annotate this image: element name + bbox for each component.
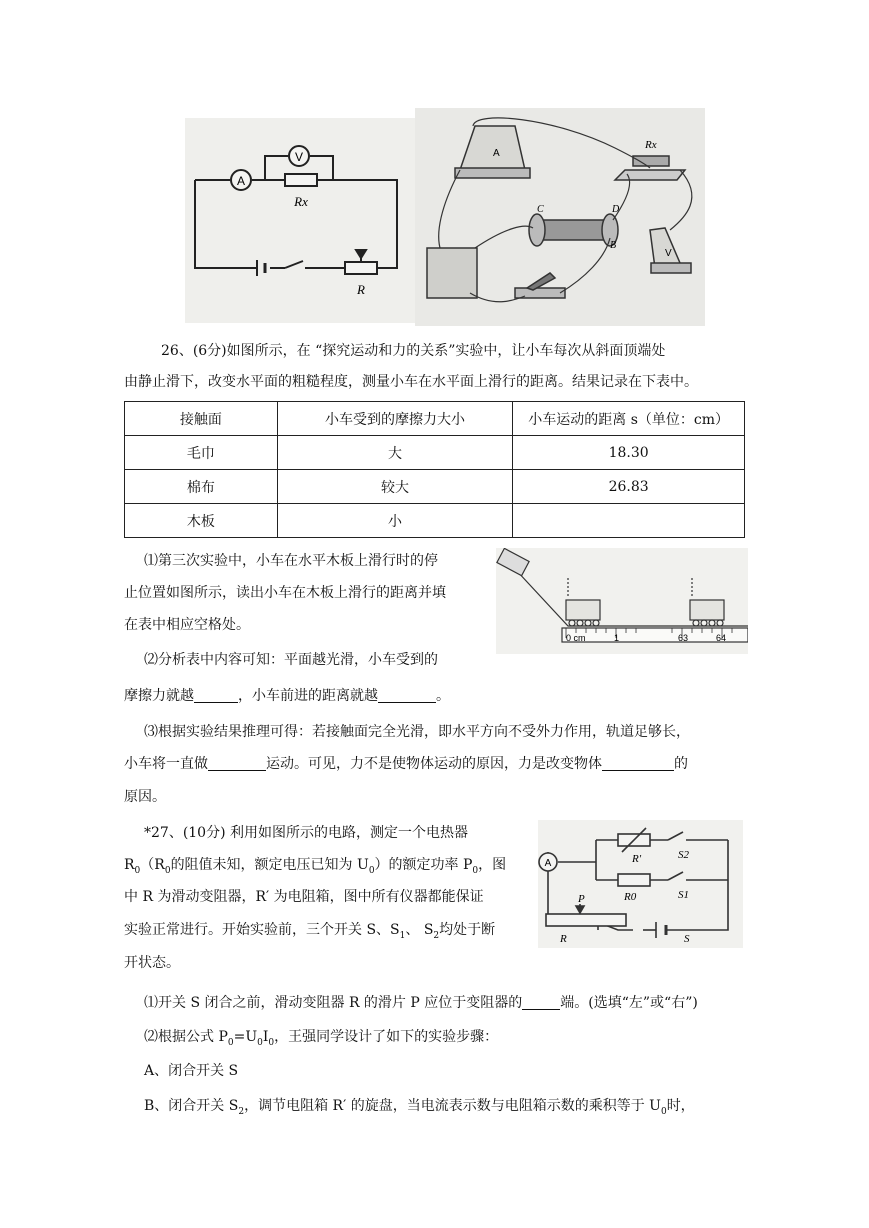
subscript: 0 — [368, 865, 375, 876]
ammeter-2-label: A — [544, 858, 552, 869]
photo-voltmeter-label: V — [665, 248, 672, 259]
table-cell: 毛巾 — [125, 436, 278, 470]
q26-p3-text-c: 的 — [674, 756, 688, 772]
subscript: 1 — [399, 930, 406, 941]
q26-p3-line-3: 原因。 — [124, 789, 166, 805]
q27-text: 的阻值未知，额定电压已知为 U — [170, 857, 369, 873]
subscript: 2 — [238, 1106, 245, 1117]
circuit-figure-2 — [538, 820, 743, 948]
q27-text: 端。(选填“左”或“右”) — [560, 995, 698, 1011]
photo-b-label: B — [610, 240, 617, 251]
q26-p3-line-2 — [124, 754, 688, 774]
q27-text: （R — [140, 857, 165, 873]
rx-label: Rx — [294, 194, 308, 209]
table-cell: 木板 — [125, 504, 278, 538]
q27-p1 — [144, 993, 698, 1013]
q27-text: R — [124, 857, 135, 873]
table-cell: 26.83 — [513, 470, 745, 504]
table-cell: 较大 — [277, 470, 513, 504]
answer-blank[interactable] — [522, 995, 560, 1010]
subscript: 0 — [134, 865, 141, 876]
q27-text: ⑵根据公式 P — [144, 1029, 228, 1045]
apparatus-photo-figure — [415, 108, 705, 326]
q26-p2-text-c: 。 — [436, 688, 450, 704]
results-table — [124, 401, 745, 538]
table-header-cell: 小车运动的距离 s（单位：cm） — [513, 402, 745, 436]
q27-line-1: *27、(10分) 利用如图所示的电路，测定一个电热器 — [144, 825, 469, 841]
table-cell: 18.30 — [513, 436, 745, 470]
q27-text: ，调节电阻箱 R′ 的旋盘，当电流表示数与电阻箱示数的乘积等于 U — [244, 1098, 661, 1114]
subscript: 0 — [268, 1037, 275, 1048]
q27-text: ⑴开关 S 闭合之前，滑动变阻器 R 的滑片 P 应位于变阻器的 — [144, 995, 523, 1011]
s-label: S — [684, 933, 690, 945]
q27-text: 均处于断 — [439, 922, 496, 938]
q27-text: B、闭合开关 S — [144, 1098, 239, 1114]
q27-text: 、 S — [405, 922, 434, 938]
s1-label: S1 — [678, 889, 689, 901]
subscript: 0 — [257, 1037, 263, 1048]
q27-p2 — [144, 1027, 498, 1053]
table-row — [125, 504, 745, 538]
table-cell: 小 — [277, 504, 513, 538]
q26-line-1: 26、(6分)如图所示，在 “探究运动和力的关系”实验中，让小车每次从斜面顶端处 — [161, 343, 666, 359]
q26-p2-text-b: ，小车前进的距离就越 — [238, 688, 378, 704]
table-row — [125, 436, 745, 470]
ruler-drawing — [496, 548, 748, 654]
q27-text: ，王强同学设计了如下的实验步骤： — [274, 1029, 499, 1045]
r0-label: R0 — [624, 891, 637, 903]
r-2-label: R — [560, 933, 567, 945]
answer-blank[interactable] — [194, 688, 238, 703]
ammeter-label: A — [236, 174, 246, 188]
q26-p1-line-2: 止位置如图所示，读出小车在木板上滑行的距离并填 — [124, 585, 446, 601]
q27-line-3: 中 R 为滑动变阻器，R′ 为电阻箱，图中所有仪器都能保证 — [124, 889, 484, 905]
q27-text: 实验正常进行。开始实验前，三个开关 S、S — [124, 922, 400, 938]
photo-rx-label: Rx — [645, 139, 657, 151]
photo-d-label: D — [612, 204, 620, 215]
voltmeter-label: V — [294, 150, 304, 164]
circuit-schematic-drawing — [185, 118, 415, 323]
q27-text: =U — [233, 1029, 258, 1045]
q27-step-a: A、闭合开关 S — [144, 1063, 239, 1079]
circuit-2-drawing — [538, 820, 743, 948]
photo-c-label: C — [537, 204, 544, 215]
ruler-one-label: 1 — [614, 633, 620, 643]
q26-p2-text-a: 摩擦力就越 — [124, 688, 194, 704]
q26-p1-line-3: 在表中相应空格处。 — [124, 617, 250, 633]
table-cell: 大 — [277, 436, 513, 470]
q27-text: 时， — [666, 1098, 695, 1114]
table-header-cell: 小车受到的摩擦力大小 — [277, 402, 513, 436]
subscript: 0 — [472, 865, 479, 876]
rbox-label: R′ — [632, 853, 642, 865]
apparatus-photo-drawing — [415, 108, 705, 326]
q26-p3-text-a: 小车将一直做 — [124, 756, 208, 772]
q27-line-5: 开状态。 — [124, 955, 180, 971]
q26-p2-line-1: ⑵分析表中内容可知：平面越光滑，小车受到的 — [144, 652, 438, 668]
answer-blank[interactable] — [602, 756, 674, 771]
q27-step-b — [144, 1096, 695, 1122]
circuit-schematic-figure — [185, 118, 415, 323]
ruler-63-label: 63 — [678, 633, 689, 643]
q26-p2-line-2 — [124, 686, 450, 706]
answer-blank[interactable] — [378, 688, 436, 703]
ruler-figure — [496, 548, 748, 654]
q27-text: ）的额定功率 P — [374, 857, 473, 873]
s2-label: S2 — [678, 849, 689, 861]
q26-line-2: 由静止滑下，改变水平面的粗糙程度，测量小车在水平面上滑行的距离。结果记录在下表中。 — [124, 374, 698, 390]
p-label: P — [578, 893, 585, 905]
table-header-row — [125, 402, 745, 436]
q26-p3-line-1: ⑶根据实验结果推理可得：若接触面完全光滑，即水平方向不受外力作用，轨道足够长， — [144, 724, 690, 740]
table-row — [125, 470, 745, 504]
photo-ammeter-label: A — [493, 148, 500, 159]
r-label: R — [357, 282, 365, 297]
subscript: 0 — [164, 865, 171, 876]
table-cell: 棉布 — [125, 470, 278, 504]
subscript: 2 — [433, 930, 440, 941]
q27-text: ，图 — [478, 857, 507, 873]
subscript: 0 — [660, 1106, 667, 1117]
q27-line-2 — [124, 855, 506, 881]
subscript: 0 — [227, 1037, 234, 1048]
answer-blank[interactable] — [208, 756, 266, 771]
table-cell-blank — [513, 504, 745, 538]
ruler-zero-label: 0 cm — [566, 633, 586, 643]
q26-p1-line-1: ⑴第三次实验中，小车在水平木板上滑行时的停 — [144, 553, 438, 569]
table-header-cell: 接触面 — [125, 402, 278, 436]
ruler-64-label: 64 — [716, 633, 727, 643]
q27-text: I — [262, 1029, 269, 1045]
q27-line-4 — [124, 920, 495, 946]
q26-p3-text-b: 运动。可见，力不是使物体运动的原因，力是改变物体 — [266, 756, 602, 772]
